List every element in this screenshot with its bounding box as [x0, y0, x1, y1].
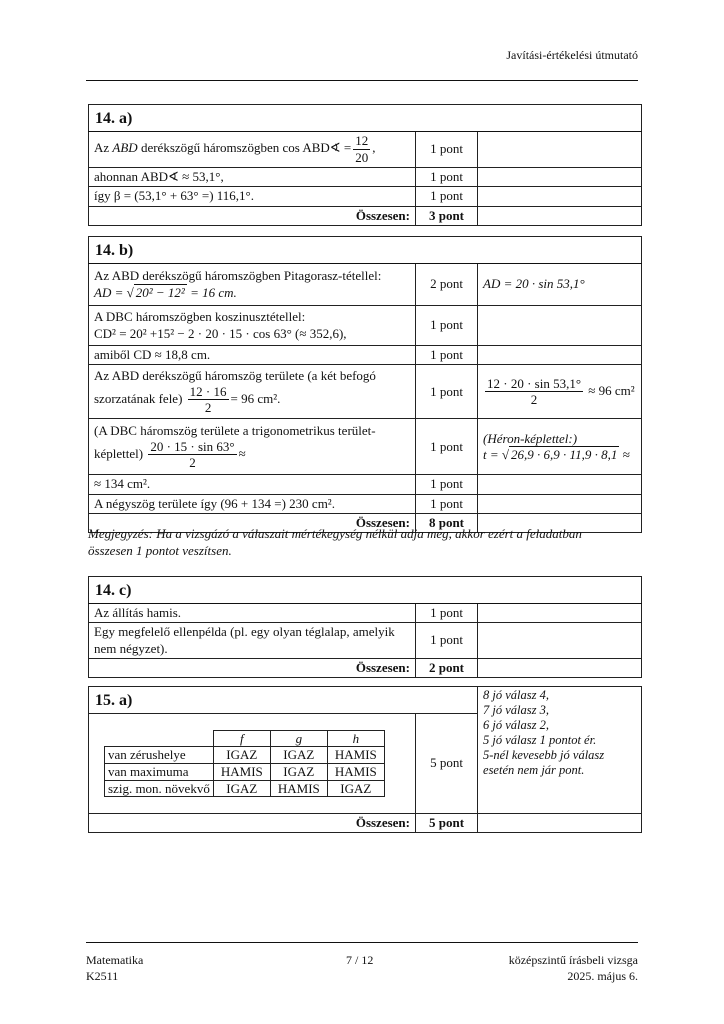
- section-15a-table: [88, 686, 642, 833]
- points: 1 pont: [416, 475, 478, 494]
- solution-step: (A DBC háromszög területe a trigonometrikus terület- képlettel) $\frac{20 \cdot 15 \cdot \sin 63^\circ}{2}$ ≈: [89, 419, 416, 475]
- points: 1 pont: [416, 187, 478, 206]
- solution-step: ahonnan ABD∢ ≈ 53,1°,: [89, 168, 416, 187]
- total-label: Összesen:: [89, 513, 416, 532]
- points: 1 pont: [416, 623, 478, 659]
- scoring-notes: 8 jó válasz 4, 7 jó válasz 3, 6 jó válasz 2, 5 jó válasz 1 pontot ér. 5-nél kevesebb jó válasz esetén nem jár pont.: [478, 687, 642, 814]
- header-rule: [86, 80, 638, 81]
- total-label: Összesen:: [89, 206, 416, 225]
- solution-step: A négyszög területe így (96 + 134 =) 230 cm².: [89, 494, 416, 513]
- total-points: 2 pont: [416, 658, 478, 677]
- solution-step: Az ABD derékszögű háromszög területe (a két befogó szorzatának fele) $\frac{12 \cdot 16}{2}$ = 96 cm².: [89, 365, 416, 419]
- points: 1 pont: [416, 604, 478, 623]
- footer-left: Matematika K2511: [86, 953, 144, 984]
- footer-right: középszintű írásbeli vizsga 2025. május 6.: [508, 953, 638, 984]
- solution-step: Egy megfelelő ellenpélda (pl. egy olyan téglalap, amelyik nem négyzet).: [89, 623, 416, 659]
- column-header: h: [327, 730, 384, 747]
- section-title: 14. c): [89, 577, 642, 604]
- points: 5 pont: [416, 714, 478, 814]
- table-row: szig. mon. növekvő IGAZ HAMIS IGAZ: [105, 780, 385, 797]
- points: 1 pont: [416, 132, 478, 168]
- points: 1 pont: [416, 168, 478, 187]
- section-14a-table: [88, 104, 642, 226]
- solution-step: Az ABD derékszögű háromszögben Pitagorasz-tétellel: AD = √ 20² − 12² = 16 cm.: [89, 264, 416, 306]
- points: 1 pont: [416, 419, 478, 475]
- section-title: 14. b): [89, 237, 642, 264]
- solution-step: Az ABD derékszögű háromszögben cos ABD∢ = $\frac{12}{20}$ ,: [89, 132, 416, 168]
- section-title: 15. a): [89, 687, 478, 714]
- answer-table-cell: [89, 714, 416, 814]
- total-label: Összesen:: [89, 814, 416, 833]
- solution-step: A DBC háromszögben koszinusztétellel: CD² = 20² +15² − 2 · 20 · 15 · cos 63° (≈ 352,6),: [89, 306, 416, 346]
- table-row: van maximuma HAMIS IGAZ HAMIS: [105, 764, 385, 781]
- points: 1 pont: [416, 306, 478, 346]
- total-points: 3 pont: [416, 206, 478, 225]
- points: 1 pont: [416, 494, 478, 513]
- column-header: f: [213, 730, 270, 747]
- total-points: 8 pont: [416, 513, 478, 532]
- alternative-note: AD = 20 · sin 53,1°: [478, 264, 642, 306]
- solution-step: ≈ 134 cm².: [89, 475, 416, 494]
- page-number: 7 / 12: [346, 953, 374, 967]
- section-14c-table: [88, 576, 642, 678]
- column-header: g: [270, 730, 327, 747]
- total-points: 5 pont: [416, 814, 478, 833]
- solution-step: Az állítás hamis.: [89, 604, 416, 623]
- alternative-note: $\frac{12 \cdot 20 \cdot \sin 53,1^\circ}{2}$ ≈ 96 cm²: [478, 365, 642, 419]
- truth-table: [104, 730, 385, 797]
- table-row: van zérushelye IGAZ IGAZ HAMIS: [105, 747, 385, 764]
- solution-step: amiből CD ≈ 18,8 cm.: [89, 346, 416, 365]
- total-label: Összesen:: [89, 658, 416, 677]
- points: 2 pont: [416, 264, 478, 306]
- alternative-note: (Héron-képlettel:) t = √ 26,9 · 6,9 · 11,9 · 8,1 ≈: [478, 419, 642, 475]
- points: 1 pont: [416, 346, 478, 365]
- footer-rule: [86, 942, 638, 943]
- section-14b-table: [88, 236, 642, 533]
- section-title: 14. a): [89, 105, 642, 132]
- solution-step: így β = (53,1° + 63° =) 116,1°.: [89, 187, 416, 206]
- points: 1 pont: [416, 365, 478, 419]
- running-header: Javítási-értékelési útmutató: [506, 48, 638, 62]
- remark: Megjegyzés: Ha a vizsgázó a válaszait mértékegység nélkül adja meg, akkor ezért a feladatban összesen 1 pontot veszítsen.: [88, 526, 582, 558]
